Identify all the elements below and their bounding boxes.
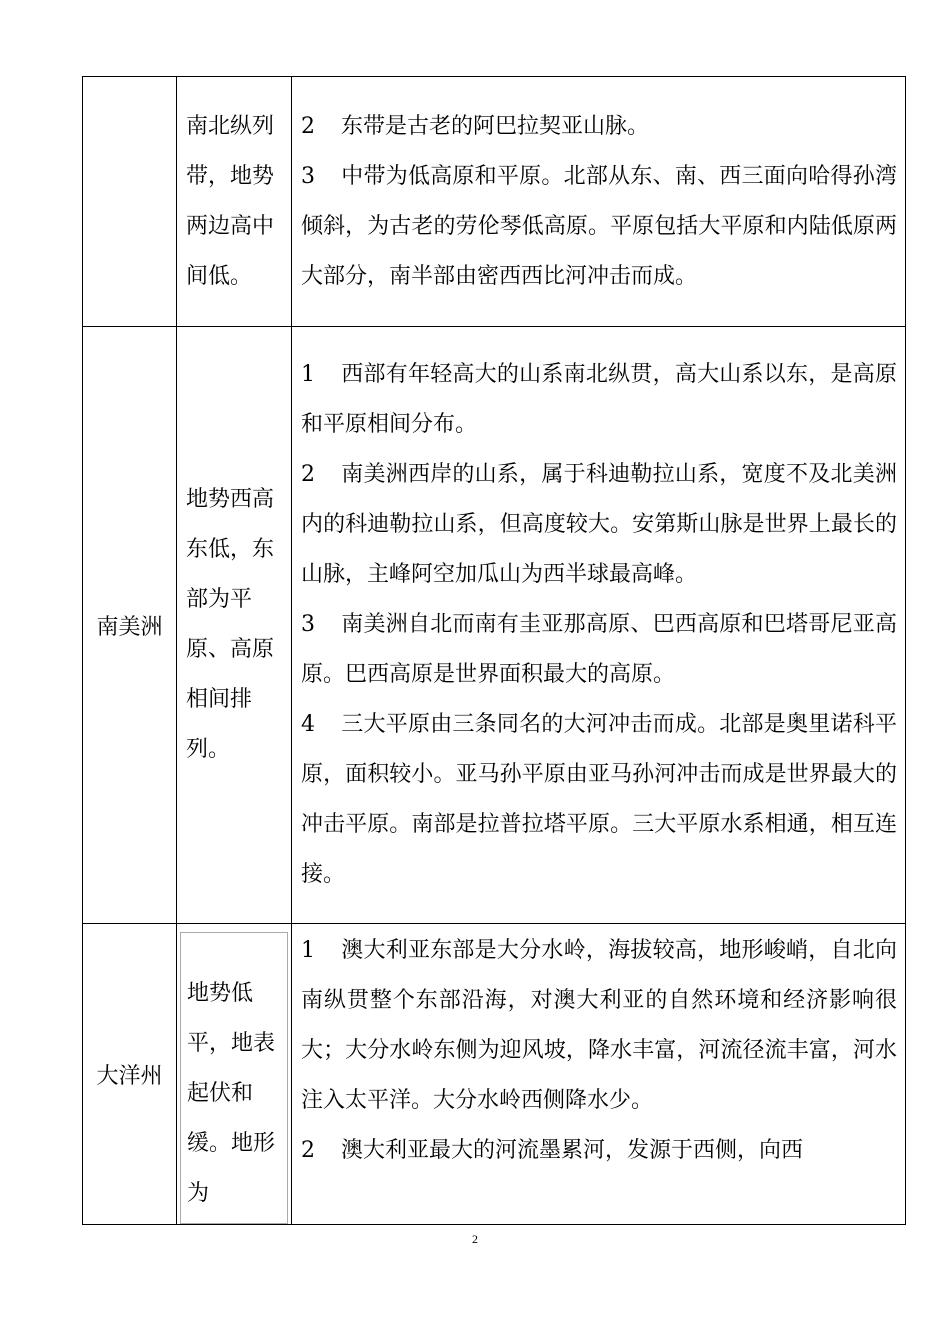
page-number: 2 — [472, 1232, 478, 1246]
feature-cell-wrapper — [177, 924, 292, 1225]
continent-cell: 南美洲 — [83, 327, 177, 924]
table-row-oceania — [83, 924, 906, 1225]
description-item: 2 澳大利亚最大的河流墨累河，发源于西侧，向西 — [301, 1138, 804, 1163]
description-item: 4 三大平原由三条同名的大河冲击而成。北部是奥里诺科平原，面积较小。亚马孙平原由亚马孙河冲击而成是世界最大的冲击平原。南部是拉普拉塔平原。三大平原水系相通，相互连接。 — [301, 712, 897, 887]
description-item: 2 东带是古老的阿巴拉契亚山脉。 — [301, 113, 650, 139]
table-row-north-america — [83, 77, 906, 327]
description-cell — [292, 924, 906, 1225]
table-row-south-america — [83, 327, 906, 924]
description-item: 2 南美洲西岸的山系，属于科迪勒拉山系，宽度不及北美洲内的科迪勒拉山系，但高度较大。安第斯山脉是世界上最长的山脉，主峰阿空加瓜山为西半球最高峰。 — [301, 462, 897, 587]
description-cell — [292, 327, 906, 924]
description-item: 1 澳大利亚东部是大分水岭，海拔较高，地形峻峭，自北向南纵贯整个东部沿海，对澳大利亚的自然环境和经济影响很大；大分水岭东侧为迎风坡，降水丰富，河流径流丰富，河水注入太平洋。大分水岭西侧降水少。 — [301, 938, 897, 1113]
description-item: 3 中带为低高原和平原。北部从东、南、西三面向哈得孙湾倾斜，为古老的劳伦琴低高原。平原包括大平原和内陆低原两大部分，南半部由密西西比河冲击而成。 — [301, 163, 897, 289]
geography-table — [82, 76, 906, 1225]
feature-cell: 地势低平，地表起伏和缓。地形为 — [180, 932, 288, 1224]
description-item: 1 西部有年轻高大的山系南北纵贯，高大山系以东，是高原和平原相间分布。 — [301, 362, 897, 437]
continent-cell: 大洋州 — [83, 924, 177, 1225]
feature-cell: 地势西高东低，东部为平原、高原相间排列。 — [177, 327, 292, 924]
continent-cell — [83, 77, 177, 327]
description-item: 3 南美洲自北而南有圭亚那高原、巴西高原和巴塔哥尼亚高原。巴西高原是世界面积最大的高原。 — [301, 612, 897, 687]
feature-cell: 南北纵列带，地势两边高中间低。 — [177, 77, 292, 327]
description-cell — [292, 77, 906, 327]
